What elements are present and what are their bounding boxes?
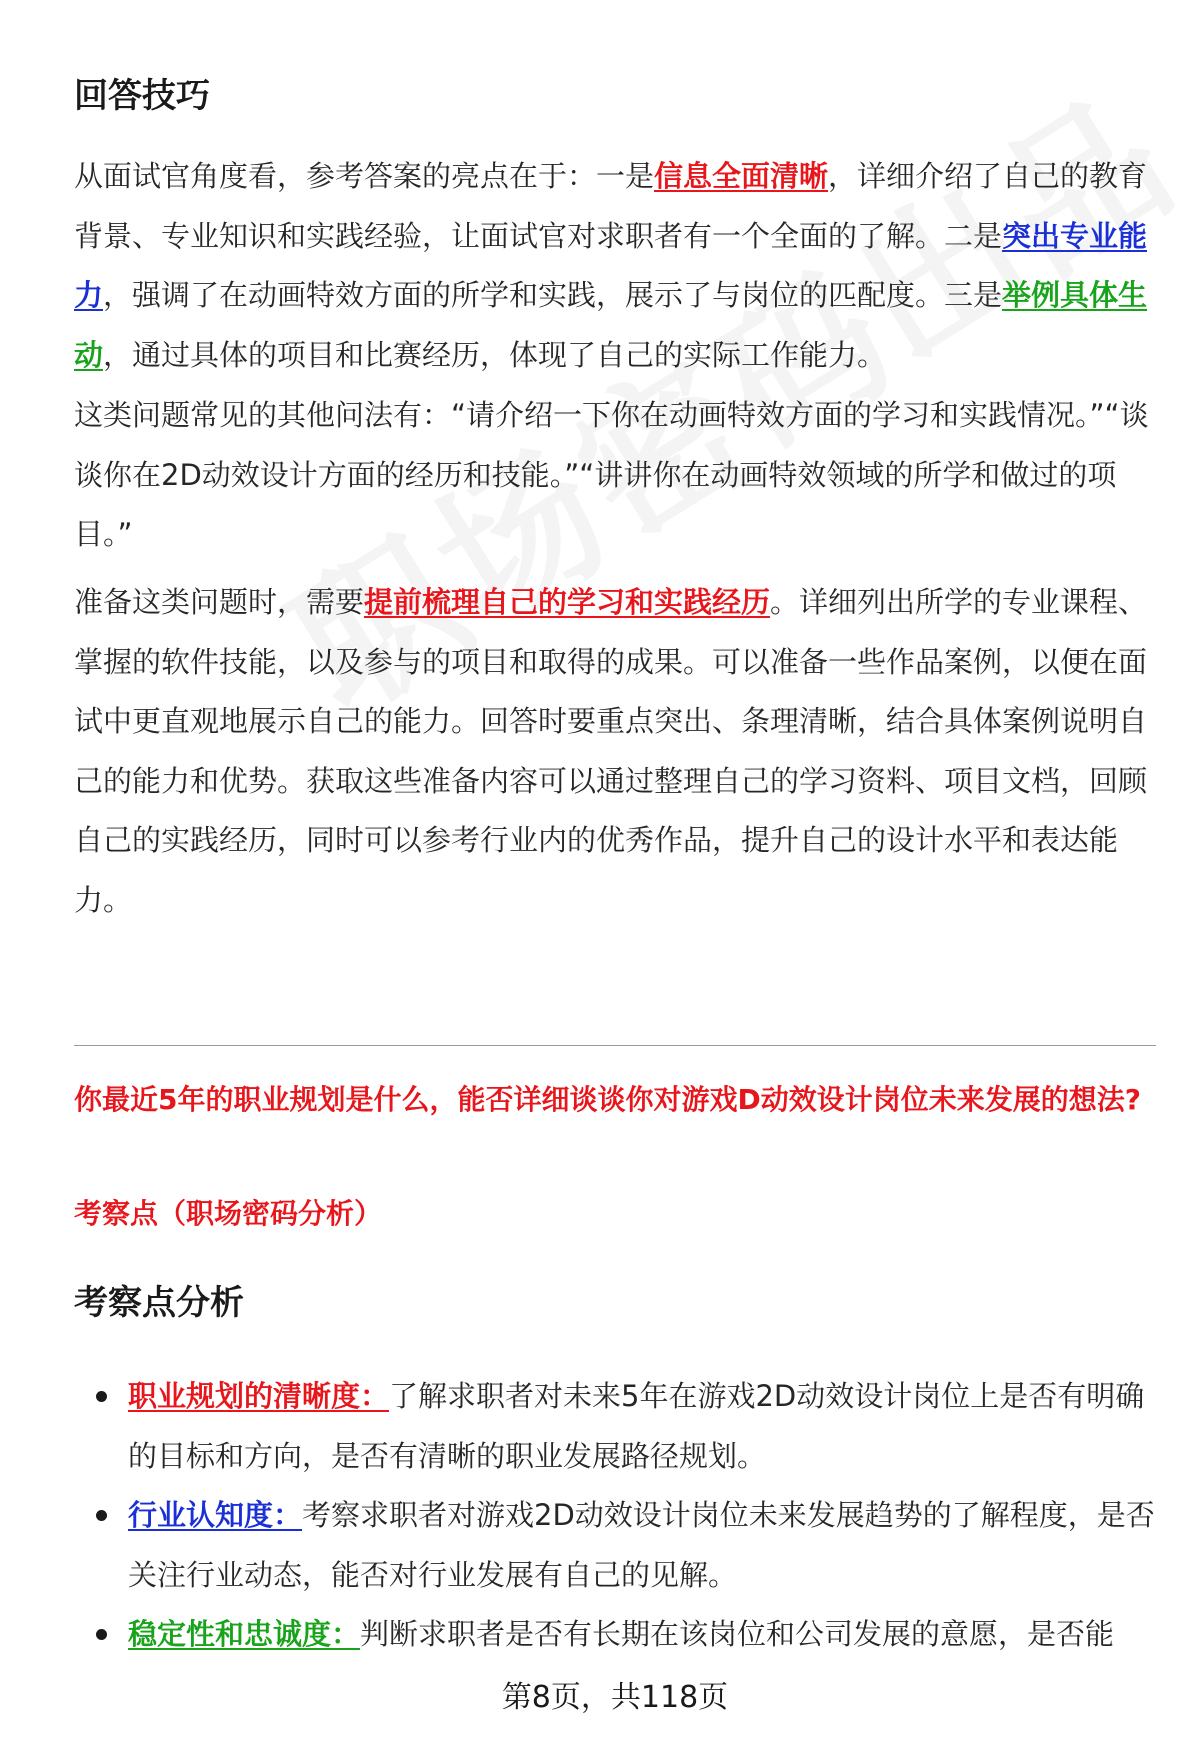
bullet-text: 了解求职者对未来5年在游戏2D动效设计岗位上是否有明确的目标和方向，是否有清晰的职业发展路径规划。 bbox=[128, 1379, 1145, 1473]
bullet-dot-icon bbox=[96, 1629, 107, 1640]
list-item bbox=[74, 1486, 1156, 1605]
para-text: ，强调了在动画特效方面的所学和实践，展示了与岗位的匹配度。三是 bbox=[103, 278, 1003, 312]
bullet-label: 职业规划的清晰度： bbox=[128, 1379, 390, 1413]
para-text: ，通过具体的项目和比赛经历，体现了自己的实际工作能力。 bbox=[103, 337, 887, 372]
paragraph-preparation bbox=[74, 573, 1156, 930]
list-item bbox=[74, 1367, 1156, 1486]
bullet-label: 稳定性和忠诚度： bbox=[128, 1617, 361, 1651]
page-number: 第8页，共118页 bbox=[501, 1680, 729, 1715]
section-divider bbox=[74, 1045, 1156, 1046]
paragraph-highlights bbox=[74, 147, 1156, 385]
analysis-subheading: 考察点（职场密码分析） bbox=[74, 1197, 383, 1230]
para-text: ，详细介绍了自己的教育背景、专业知识和实践经验，让面试官对求职者有一个全面的了解。二是 bbox=[74, 159, 1148, 253]
para-text: 准备这类问题时，需要 bbox=[74, 585, 365, 619]
bullet-label: 行业认知度： bbox=[128, 1498, 303, 1532]
highlight-examples: 举例具体生动 bbox=[74, 278, 1148, 372]
para-text: 。详细列出所学的专业课程、掌握的软件技能，以及参与的项目和取得的成果。可以准备一些作品案例，以便在面试中更直观地展示自己的能力。回答时要重点突出、条理清晰，结合具体案例说明自己的能力和优势。获取这些准备内容可以通过整理自己的学习资料、项目文档，回顾自己的实践经历，同时可以参考行业内的优秀作品，提升自己的设计水平和表达能力。 bbox=[74, 585, 1148, 917]
highlight-prepare-experience: 提前梳理自己的学习和实践经历 bbox=[364, 585, 771, 619]
bullet-text: 考察求职者对游戏2D动效设计岗位未来发展趋势的了解程度，是否关注行业动态，能否对行业发展有自己的见解。 bbox=[128, 1498, 1155, 1592]
highlight-professional-ability: 突出专业能力 bbox=[74, 218, 1148, 312]
analysis-bullet-list bbox=[74, 1367, 1156, 1665]
paragraph-other-questions: 这类问题常见的其他问法有：“请介绍一下你在动画特效方面的学习和实践情况。”“谈谈你在2D动效设计方面的经历和技能。”“讲讲你在动画特效领域的所学和做过的项目。” bbox=[74, 398, 1149, 551]
bullet-dot-icon bbox=[96, 1510, 107, 1521]
highlight-info-clear: 信息全面清晰 bbox=[654, 159, 829, 193]
bullet-text: 判断求职者是否有长期在该岗位和公司发展的意愿，是否能 bbox=[360, 1617, 1115, 1651]
list-item bbox=[74, 1605, 1156, 1665]
bullet-dot-icon bbox=[96, 1391, 107, 1402]
section-title-answer-tips: 回答技巧 bbox=[74, 76, 210, 116]
document-page bbox=[74, 0, 1156, 1755]
interview-question: 你最近5年的职业规划是什么，能否详细谈谈你对游戏D动效设计岗位未来发展的想法? bbox=[74, 1083, 1141, 1116]
para-text: 从面试官角度看，参考答案的亮点在于：一是 bbox=[74, 159, 655, 193]
section-title-analysis: 考察点分析 bbox=[74, 1283, 244, 1323]
